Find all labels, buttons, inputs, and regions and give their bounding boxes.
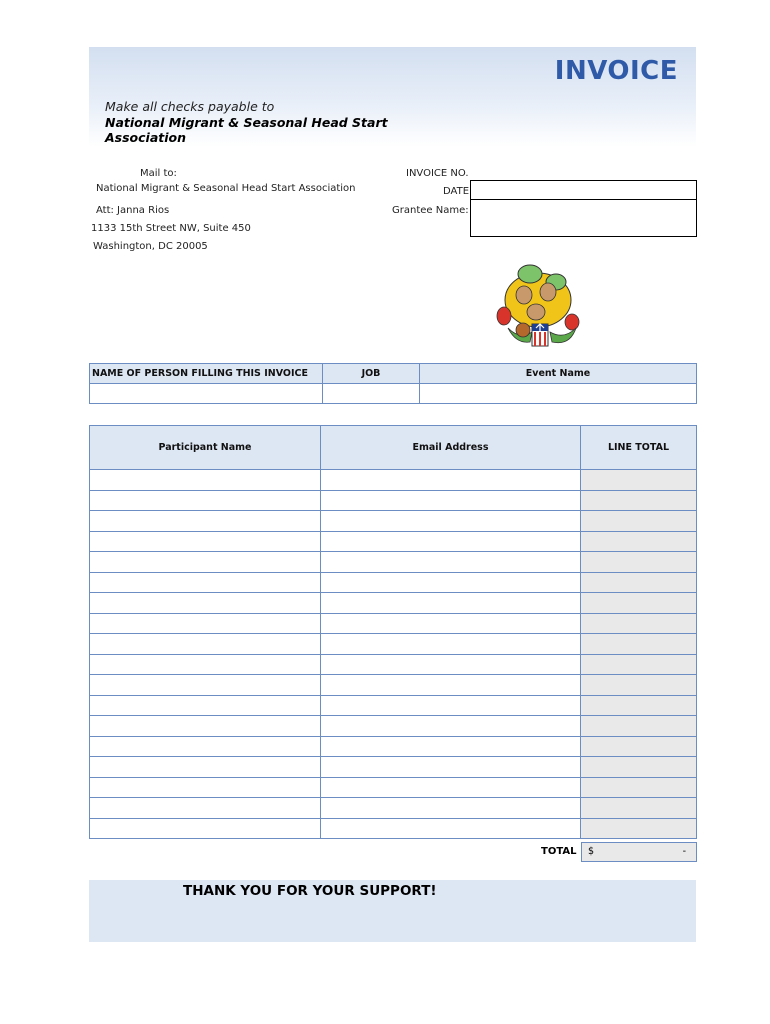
job-header: JOB — [323, 364, 420, 384]
line-total-cell — [581, 531, 697, 552]
email-address-cell[interactable] — [321, 593, 581, 614]
line-total-cell — [581, 572, 697, 593]
table-row — [90, 798, 697, 819]
table-row — [90, 716, 697, 737]
table-row — [90, 634, 697, 655]
total-value-box — [581, 842, 697, 862]
line-total-cell — [581, 798, 697, 819]
line-total-cell — [581, 511, 697, 532]
participant-name-cell[interactable] — [90, 593, 321, 614]
email-address-cell[interactable] — [321, 634, 581, 655]
table-row — [90, 552, 697, 573]
line-total-cell — [581, 634, 697, 655]
date-label: DATE — [443, 186, 470, 197]
table-row — [90, 695, 697, 716]
table-row — [90, 675, 697, 696]
mail-city: Washington, DC 20005 — [93, 241, 208, 252]
line-total-cell — [581, 675, 697, 696]
email-address-cell[interactable] — [321, 490, 581, 511]
participant-name-cell[interactable] — [90, 736, 321, 757]
email-address-cell[interactable] — [321, 695, 581, 716]
thank-you-message: THANK YOU FOR YOUR SUPPORT! — [183, 883, 437, 899]
participant-name-cell[interactable] — [90, 818, 321, 839]
event-name-header: Event Name — [420, 364, 697, 384]
email-address-cell[interactable] — [321, 818, 581, 839]
mail-to-label: Mail to: — [140, 168, 177, 179]
line-total-cell — [581, 613, 697, 634]
currency-symbol: $ — [588, 846, 595, 857]
email-address-cell[interactable] — [321, 613, 581, 634]
email-address-cell[interactable] — [321, 798, 581, 819]
email-address-cell[interactable] — [321, 716, 581, 737]
grantee-label: Grantee Name: — [392, 205, 469, 216]
name-of-person-header: NAME OF PERSON FILLING THIS INVOICE — [90, 364, 323, 384]
email-address-cell[interactable] — [321, 511, 581, 532]
person-name-cell[interactable] — [90, 384, 323, 404]
line-total-header: LINE TOTAL — [581, 426, 697, 470]
table-row — [90, 654, 697, 675]
email-address-cell[interactable] — [321, 531, 581, 552]
table-row — [90, 757, 697, 778]
participant-name-cell[interactable] — [90, 798, 321, 819]
table-row — [90, 593, 697, 614]
person-job-event-table — [89, 363, 697, 404]
email-address-cell[interactable] — [321, 552, 581, 573]
job-cell[interactable] — [323, 384, 420, 404]
participant-name-cell[interactable] — [90, 675, 321, 696]
payable-line: Make all checks payable to — [105, 99, 275, 114]
line-total-cell — [581, 777, 697, 798]
table-row — [90, 613, 697, 634]
participants-table — [89, 425, 697, 839]
date-field[interactable] — [470, 180, 697, 200]
participant-name-cell[interactable] — [90, 470, 321, 491]
table-row — [90, 777, 697, 798]
participant-name-cell[interactable] — [90, 757, 321, 778]
participant-name-cell[interactable] — [90, 654, 321, 675]
payee-org-name: National Migrant & Seasonal Head Start Association — [105, 115, 388, 145]
event-name-cell[interactable] — [420, 384, 697, 404]
participant-name-cell[interactable] — [90, 572, 321, 593]
participant-name-cell[interactable] — [90, 634, 321, 655]
line-total-cell — [581, 552, 697, 573]
table-row — [90, 470, 697, 491]
email-address-header: Email Address — [321, 426, 581, 470]
participant-name-cell[interactable] — [90, 531, 321, 552]
email-address-cell[interactable] — [321, 777, 581, 798]
line-total-cell — [581, 736, 697, 757]
grantee-name-field[interactable] — [470, 199, 697, 237]
table-row — [90, 531, 697, 552]
line-total-cell — [581, 757, 697, 778]
line-total-cell — [581, 716, 697, 737]
participant-name-cell[interactable] — [90, 695, 321, 716]
invoice-no-label: INVOICE NO. — [406, 168, 469, 179]
participant-name-header: Participant Name — [90, 426, 321, 470]
total-label: TOTAL — [541, 846, 577, 857]
head-start-logo — [490, 262, 585, 352]
mail-org: National Migrant & Seasonal Head Start Association — [96, 183, 356, 194]
participant-name-cell[interactable] — [90, 613, 321, 634]
mail-att: Att: Janna Rios — [96, 205, 170, 216]
table-row — [90, 818, 697, 839]
participant-name-cell[interactable] — [90, 716, 321, 737]
invoice-title: INVOICE — [554, 56, 678, 86]
total-value: - — [682, 846, 686, 857]
line-total-cell — [581, 470, 697, 491]
email-address-cell[interactable] — [321, 675, 581, 696]
mail-street: 1133 15th Street NW, Suite 450 — [91, 223, 251, 234]
participant-rows — [90, 470, 697, 839]
table-row — [90, 490, 697, 511]
email-address-cell[interactable] — [321, 572, 581, 593]
email-address-cell[interactable] — [321, 654, 581, 675]
line-total-cell — [581, 490, 697, 511]
line-total-cell — [581, 654, 697, 675]
line-total-cell — [581, 695, 697, 716]
table-row — [90, 736, 697, 757]
email-address-cell[interactable] — [321, 757, 581, 778]
email-address-cell[interactable] — [321, 470, 581, 491]
email-address-cell[interactable] — [321, 736, 581, 757]
table-row — [90, 572, 697, 593]
participant-name-cell[interactable] — [90, 777, 321, 798]
line-total-cell — [581, 593, 697, 614]
participant-name-cell[interactable] — [90, 511, 321, 532]
participant-name-cell[interactable] — [90, 552, 321, 573]
participant-name-cell[interactable] — [90, 490, 321, 511]
table-row — [90, 511, 697, 532]
line-total-cell — [581, 818, 697, 839]
